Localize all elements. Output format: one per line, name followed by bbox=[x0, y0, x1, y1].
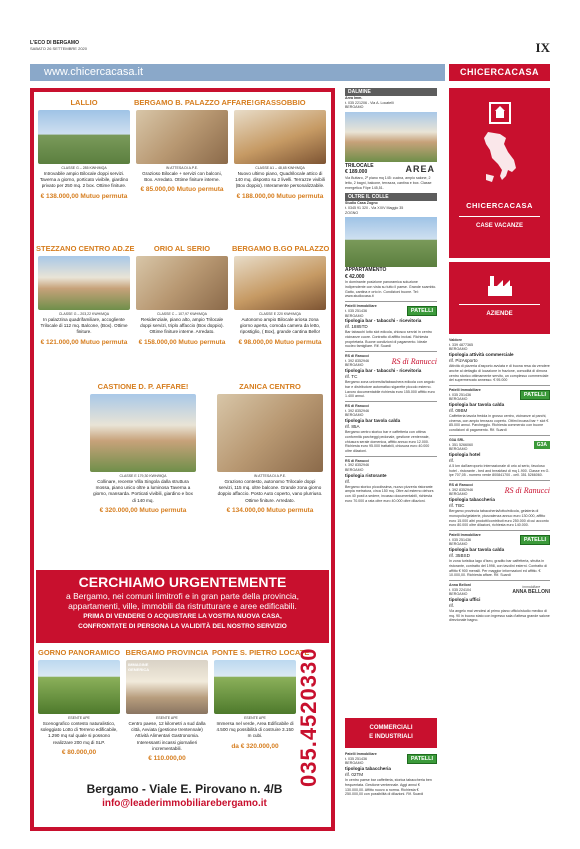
listing-description: Centro paese, 12 kilometri a sud dalla città, Avviata (gestione trentennale) Attività Alimentari Gastronomia. Interessanti incassi giornalieri incrementabili. bbox=[128, 721, 206, 751]
ad-ref: rif. 35BSD bbox=[449, 553, 470, 559]
energy-class: ESENTE APE bbox=[156, 716, 178, 720]
energy-class: CLASSE E 220 KWH/MQA bbox=[258, 312, 301, 316]
section-header-oltre-il-colle: OLTRE IL COLLE bbox=[345, 193, 437, 201]
agency-name: Patelli Immobiliare bbox=[345, 304, 377, 309]
ad-ref: rif. bbox=[449, 603, 455, 609]
patelli-logo: PATELLI bbox=[520, 535, 550, 545]
agency-contact: t. 035 251436 bbox=[449, 392, 471, 397]
listing-description: Grazioso contesto, autonomo Trilocale doppi servizi, 115 mq. oltre balcone. Grande zona giorno doppio affaccio. Posto Auto coperto, vano plurriuso. Ottime finiture. Arredato. bbox=[217, 479, 323, 503]
ad-text: Bergamo provincia tabaccheria/lotto/edicola, gelateria di monopolio/gelaterie, plusvalenza annuo euro 130.000, affitto euro 15.000 altri prodotti/contributi euro 250.000 di cui acconto euro 80.000 oltre dilazioni, richiesta euro 140.000. bbox=[449, 509, 549, 528]
listing-photo bbox=[136, 110, 228, 164]
ad-text: In centro paese bar caffetteria, storica tabaccheria ben frequentata. Gestione ventennale. Aggi annui € 130.000,00. Affitto nuovo a norma. Richiesta € 250.000,00 con possibilità di dilazioni. Rif. Suardi bbox=[345, 778, 432, 797]
listing-photo bbox=[136, 256, 228, 310]
ad-type: tipologia tabaccheria bbox=[449, 497, 495, 503]
brand-logo: CHICERCACASA bbox=[449, 64, 550, 81]
energy-class: CLASSE G – 203,22 KWH/MQA bbox=[58, 312, 110, 316]
ad-type: tipologia bar - tabacchi - ricevitoria bbox=[345, 318, 422, 324]
ad-text: Attività di pizzeria d'asporto avviata e di buona resa da vendere anche al dettaglio di locazione in frazione, comodità di dimora centro storico ottimamente servito, un complesso commerciale del supermercato annesso. € 95.000 bbox=[449, 364, 550, 383]
ad-type: tipologia bar tavola calda bbox=[449, 547, 505, 553]
listing-price: € 85.000,00 Mutuo permuta bbox=[140, 186, 224, 194]
listing-description: Immersa nel verde, Area Edificabile di 4.500 mq possibilità di costruire 3.150 m cubi. bbox=[216, 721, 294, 739]
listing-title: GRASSOBBIO bbox=[254, 98, 306, 107]
issue-date: SABATO 26 SETTEMBRE 2020 bbox=[30, 46, 87, 51]
ad-title: APPARTAMENTO bbox=[345, 267, 387, 274]
newspaper-name: L'ECO DI BERGAMO bbox=[30, 40, 79, 46]
listing-price: € 138.000,00 Mutuo permuta bbox=[40, 192, 128, 200]
agency-city: BERGAMO bbox=[345, 313, 364, 318]
ranucci-logo: RS di Ranucci bbox=[504, 485, 550, 495]
phone-number[interactable]: 035.4520330 bbox=[296, 647, 321, 787]
ad-text: In zona turistica lago d'Iseo, gradito bar caffetteria, sfrutta in ristorante, contratto del 1998, con tavolini esterni. Contratto di affitto € 900 mensili. Per maggior informazioni ed affitto. € 10.000,00. Richiesta affare. Rif. Suardi bbox=[449, 559, 548, 578]
agency-name: Area Imm. bbox=[345, 96, 363, 100]
listing-title: PONTE S. PIETRO LOCATE bbox=[212, 648, 310, 657]
listing-title: LALLIO bbox=[70, 98, 98, 107]
agency-contact: t. 339 4877365 bbox=[449, 342, 473, 347]
ad-text: Bergamo storico piccolissima, nuovo pizzeria ristorante ampia metratura, circa 150 mq. Oltre ad esterno dehors con 40 posti a sedere, incasso documentabili, richiesta euro 70.000 a rata oltre euro 40.000 oltre dilazioni. bbox=[345, 484, 434, 503]
block-label: COMMERCIALI bbox=[369, 725, 413, 731]
ad-text: Caffetteria tavola fredda in grosso centro, vicinanze ai parchi, cinema, con ampio terrazzo coperto. Ottimi incassi bar + slot € 85.000 annui. Parcheggio. Richiesta commercio con buone condizioni di pagamento. Rif. Suardi bbox=[449, 414, 549, 433]
factory-icon bbox=[488, 276, 512, 296]
listing-description: Scenografico contesto naturalistico, soleggiato Lotto di Terreno edificabile, 1.290 mq sul quale si possono realizzare 200 mq di SLP. bbox=[40, 721, 118, 745]
listing-price: € 320.000,00 Mutuo permuta bbox=[99, 506, 187, 514]
aziende-block bbox=[449, 262, 550, 334]
energy-class: ESENTE APE bbox=[244, 716, 266, 720]
listing-zanica-centro[interactable] bbox=[214, 382, 326, 515]
g3a-logo: G3A bbox=[534, 441, 550, 449]
energy-class: IN ATTESA DI A.P.E. bbox=[165, 166, 199, 170]
agency-name: Patelli Immobiliare bbox=[345, 752, 377, 756]
agency-address: Bergamo - Viale E. Pirovano n. 4/B bbox=[86, 782, 283, 796]
ad-ref: rif. 85A bbox=[345, 424, 360, 430]
right-column-ads bbox=[449, 338, 550, 623]
listing-photo bbox=[234, 256, 326, 310]
ad-ref: rif. bbox=[345, 478, 351, 484]
listing-price: € 110.000,00 bbox=[148, 755, 186, 763]
ad-type: tipologia uffici bbox=[449, 597, 481, 603]
urgent-search-banner bbox=[36, 570, 329, 643]
ad-title: TRILOCALE bbox=[345, 163, 374, 170]
agency-city: BERGAMO bbox=[449, 397, 468, 402]
commerciali-industriali-block bbox=[345, 718, 437, 748]
listing-photo bbox=[90, 394, 196, 472]
ad-type: tipologia attività commerciale bbox=[449, 352, 514, 358]
agency-name: Patelli Immobiliare bbox=[449, 387, 481, 392]
agency-city: BERGAMO bbox=[449, 542, 468, 547]
listing-price: € 134.000,00 Mutuo permuta bbox=[226, 506, 314, 514]
agency-city: BERGAMO bbox=[345, 761, 364, 766]
website-bar[interactable] bbox=[30, 64, 445, 81]
listing-photo bbox=[234, 110, 326, 164]
banner-line: a Bergamo, nei comuni limitrofi e in gran parte della provincia, bbox=[66, 591, 299, 601]
energy-class: CLASSE C – 107,97 KWH/MQA bbox=[157, 312, 207, 316]
ad-text: Bar tabacchi lotto slot edicola, chiosco servizi in centro vicinanze cuore. Contratto di affitto inclusi. Richiesta proprietaria. Buone condizioni di pagamento. Ideale nucleo famigliare. Rif. Suardi bbox=[345, 330, 432, 349]
ad-type: tipologia hotel bbox=[449, 451, 481, 457]
listing-description: In palazzina quadrifamiliare, accogliente Trilocale di 112 mq. Balcone, (Box). Ottime finiture. bbox=[40, 317, 128, 335]
agency-name: RS di Ranucci bbox=[449, 483, 474, 488]
ad-text: Bergamo zona universita/tabacchera edicola con angolo bar e distributore automatico sigarette piccolo esterno. Lavoro documentabile richiesta euro 155.000 affitto euro 1.400 annui. bbox=[345, 380, 435, 399]
listing-castione[interactable] bbox=[88, 382, 198, 515]
ranucci-logo: RS di Ranucci bbox=[391, 356, 437, 366]
ad-text: A 5 km dall'aeroporto internazionale di orio al serio, favoloso hotel - ristorante - bed and breakfast di mq 1.900. Classe en G. ipe 707,05 - numero verde 800841700 - cell. 351 5266060. bbox=[449, 463, 550, 478]
brand-logo: CHICERCACASA bbox=[466, 201, 533, 210]
listing-title: STEZZANO CENTRO AD.ZE bbox=[36, 244, 135, 253]
energy-class: CLASSE A1 – 48,65 KWH/MQA bbox=[255, 166, 305, 170]
ad-ref: rif. 02TM bbox=[345, 772, 364, 778]
listing-description: Autonomo ampio Bilocale ariosa zona giorno aperta, comoda camera da letto, ripostiglio, ( Box), grande cantina Bello! bbox=[239, 317, 321, 335]
house-icon bbox=[489, 102, 511, 124]
anna-logo-top: immobiliare bbox=[522, 584, 541, 589]
listing-bergamo-b-palazzo[interactable] bbox=[134, 98, 254, 194]
agency-contact: t. 392 8352946 bbox=[345, 463, 369, 468]
ad-type: tipologia bar tavola calda bbox=[345, 418, 401, 424]
ad-ref: rif. 1885TD bbox=[345, 324, 368, 330]
agency-contact: t. 0345 91 320 - Via XXIV Maggio 35 bbox=[345, 205, 404, 210]
listing-title: BERGAMO B.GO PALAZZO bbox=[232, 244, 330, 253]
agency-city: BERGAMO bbox=[449, 592, 468, 597]
agency-city: BERGAMO bbox=[345, 363, 364, 368]
listing-description: Collinare, recente Villa Singola dalla struttura mossa, piano unico oltre a luminosa Taverna a giorno, mansarda. Porticati vivibili, giardino e box di 140 mq. bbox=[93, 479, 193, 503]
agency-contact: t. 392 8352946 bbox=[345, 408, 369, 413]
banner-callout: PRIMA DI VENDERE O ACQUISTARE LA VOSTRA NUOVA CASA, bbox=[83, 613, 282, 620]
listing-price: € 121.000,00 Mutuo permuta bbox=[40, 338, 128, 346]
masthead bbox=[30, 40, 550, 60]
anna-belloni-logo bbox=[512, 585, 550, 595]
ad-ref: rif. TC bbox=[345, 374, 358, 380]
agency-name: RS di Ranucci bbox=[345, 354, 370, 359]
listing-photo bbox=[38, 110, 130, 164]
agency-city: BERGAMO bbox=[345, 413, 364, 418]
listing-title: ORIO AL SERIO bbox=[153, 244, 211, 253]
listing-price: € 80.000,00 bbox=[61, 748, 97, 756]
agency-contact: t. 035 251436 bbox=[345, 308, 367, 313]
listing-lallio[interactable] bbox=[36, 98, 132, 201]
generic-image-label: IMMAGINE GENERICA bbox=[128, 662, 150, 672]
section-header-dalmine: DALMINE bbox=[345, 88, 437, 96]
section-label: CASE VACANZE bbox=[476, 223, 523, 229]
listing-gorno[interactable] bbox=[36, 648, 122, 757]
agency-contact: t. 392 8352946 bbox=[345, 358, 369, 363]
banner-callout: CONFRONTATE DI PERSONA LA VALIDITÀ DEL NOSTRO SERVIZIO bbox=[78, 623, 287, 630]
listing-title: BERGAMO B. PALAZZO AFFARE! bbox=[134, 98, 254, 107]
listing-bergamo-provincia[interactable] bbox=[124, 648, 210, 763]
listing-price: € 188.000,00 Mutuo permuta bbox=[236, 192, 324, 200]
ad-type: tipologia bar - tabacchi - ricevitoria bbox=[345, 368, 422, 374]
agency-footer bbox=[42, 782, 327, 810]
ad-ref: rif. TBC bbox=[449, 503, 465, 509]
patelli-logo: PATELLI bbox=[520, 390, 550, 400]
ad-text: Via Buttaro, 2º piano mq 145: cucina, ampio salone, 2 letto, 2 bagni, balcone, terrazza, cantina e box. Classe energetica F/ipe 145,51. bbox=[345, 176, 432, 190]
energy-class: ESENTE APE bbox=[68, 716, 90, 720]
page-number: IX bbox=[535, 40, 550, 55]
listing-grassobbio[interactable] bbox=[232, 98, 328, 201]
agency-city: BERGAMO bbox=[449, 447, 468, 452]
agency-city: ZOGNO bbox=[345, 210, 359, 215]
listing-stezzano[interactable] bbox=[36, 244, 135, 347]
ad-ref: rif. bbox=[449, 457, 455, 463]
property-photo bbox=[345, 217, 437, 267]
listing-price: € 158.000,00 Mutuo permuta bbox=[138, 338, 226, 346]
listing-description: Introvabile ampio Bilocale doppi servizi. Taverna a giorno, porticato vivibile, giardino privato per 250 mq. 2 box. Ottime finiture. bbox=[39, 171, 129, 189]
agency-email[interactable]: info@leaderimmobiliarebergamo.it bbox=[102, 798, 267, 809]
ad-text: Via angelo mai vendesi al primo piano ufficio/studio medico di mq. 90 in buono stato con ingresso sala d'attesa grande salone direzionale bagno. bbox=[449, 609, 550, 623]
listing-title: BERGAMO PROVINCIA bbox=[125, 648, 209, 657]
agency-name: Valdore bbox=[449, 338, 462, 342]
agency-city: BERGAMO bbox=[345, 105, 364, 110]
agency-name: G3A SRL bbox=[449, 437, 465, 442]
ad-text: Bergamo centro storico bar e caffetteria con ottima conformità parcheggi pedonale, gestione ventennale, chiusura serale domenica, affitto annuo euro 12.000. Richiesta euro 95.000 trattabili, chiusura euro 40.000 oltre dilazioni. bbox=[345, 430, 430, 453]
middle-column bbox=[345, 88, 437, 504]
anna-logo-name: ANNA BELLONI bbox=[512, 588, 550, 595]
agency-contact: t. 035 251436 bbox=[345, 756, 367, 761]
middle-bottom-ad bbox=[345, 752, 437, 797]
listing-description: Nuovo ultimo piano, Quadrilocale attico di 140 mq. disposto su 2 livelli. Terrazze vivibili (Box doppio). Interamente personalizzabile. bbox=[235, 171, 325, 189]
area-logo: AREA bbox=[405, 164, 435, 175]
banner-line: appartamenti, ville, immobili da ristrutturare e aree edificabili. bbox=[68, 601, 297, 611]
ad-type: tipologia tabaccheria bbox=[345, 766, 391, 772]
agency-city: BERGAMO bbox=[449, 347, 468, 352]
banner-headline: CERCHIAMO URGENTEMENTE bbox=[78, 574, 287, 590]
listing-photo bbox=[38, 660, 120, 714]
ad-price: € 189.000 bbox=[345, 169, 368, 176]
patelli-logo: PATELLI bbox=[407, 306, 437, 316]
listing-title: GORNO PANORAMICO bbox=[38, 648, 120, 657]
listing-bergamo-bgo-palazzo[interactable] bbox=[232, 244, 328, 347]
listing-price: da € 320.000,00 bbox=[231, 742, 279, 750]
listing-orio-al-serio[interactable] bbox=[134, 244, 230, 347]
ad-ref: rif. 09BM bbox=[449, 408, 468, 414]
agency-contact: t. 035 221206 - Via A. Locatelli bbox=[345, 100, 394, 105]
listing-photo bbox=[126, 660, 208, 714]
agency-name: Patelli Immobiliare bbox=[449, 532, 481, 537]
italy-map-icon bbox=[480, 130, 520, 190]
listing-title: CASTIONE D. P. AFFARE! bbox=[97, 382, 189, 391]
energy-class: IN ATTESA DI A.P.E. bbox=[253, 474, 287, 478]
agency-city: BERGAMO bbox=[449, 492, 468, 497]
leader-immobiliare-ad bbox=[30, 88, 335, 831]
listing-photo bbox=[217, 394, 323, 472]
listing-price: € 98.000,00 Mutuo permuta bbox=[238, 338, 322, 346]
listing-photo bbox=[214, 660, 296, 714]
listing-ponte-s-pietro[interactable] bbox=[212, 648, 310, 751]
agency-contact: t. 392 8352946 bbox=[449, 487, 473, 492]
energy-class: CLASSE G – 285 KWH/MQA bbox=[61, 166, 107, 170]
agency-contact: t. 035 251436 bbox=[449, 537, 471, 542]
agency-name: RS di Ranucci bbox=[345, 458, 370, 463]
property-photo bbox=[345, 112, 437, 162]
ad-ref: rif. PizAsporto bbox=[449, 358, 478, 364]
ad-type: tipologia ristorante bbox=[345, 472, 387, 478]
listing-description: Residenziale, piano alto, ampio Trilocale doppi servizi, triplo affaccio (Box doppio). Ottime finiture interne. Arredato. bbox=[140, 317, 224, 335]
ad-type: tipologia bar tavola calda bbox=[449, 402, 505, 408]
agency-name: RS di Ranucci bbox=[345, 403, 370, 408]
agency-city: BERGAMO bbox=[345, 468, 364, 473]
agency-name: Anna Belloni bbox=[449, 582, 471, 587]
agency-name: Studio Casa Zogno bbox=[345, 201, 378, 206]
agency-contact: t. 351 5266060 bbox=[449, 442, 473, 447]
website-url[interactable]: www.chicercacasa.it bbox=[44, 66, 144, 78]
listing-photo bbox=[38, 256, 130, 310]
ad-text: In dominante posizione panoramica soluzione indipendente con vista su tutto il paese. Grande scambio. Gatto, cantina e orto in. Condizioni buone. Tel: www.studiocasa.it bbox=[345, 280, 437, 299]
listing-description: Grazioso Bilocale + servizi con balconi, Box. Arredato. Ottime finiture interne. bbox=[142, 171, 222, 183]
case-vacanze-block bbox=[449, 88, 550, 258]
patelli-logo: PATELLI bbox=[407, 754, 437, 764]
section-label: AZIENDE bbox=[486, 311, 513, 317]
block-label: E INDUSTRIALI bbox=[369, 734, 413, 740]
energy-class: CLASSE E 179,30 KWH/MQA bbox=[119, 474, 167, 478]
listing-title: ZANICA CENTRO bbox=[239, 382, 301, 391]
ad-price: € 42.000 bbox=[345, 273, 365, 280]
agency-contact: t. 035 224104 bbox=[449, 587, 471, 592]
